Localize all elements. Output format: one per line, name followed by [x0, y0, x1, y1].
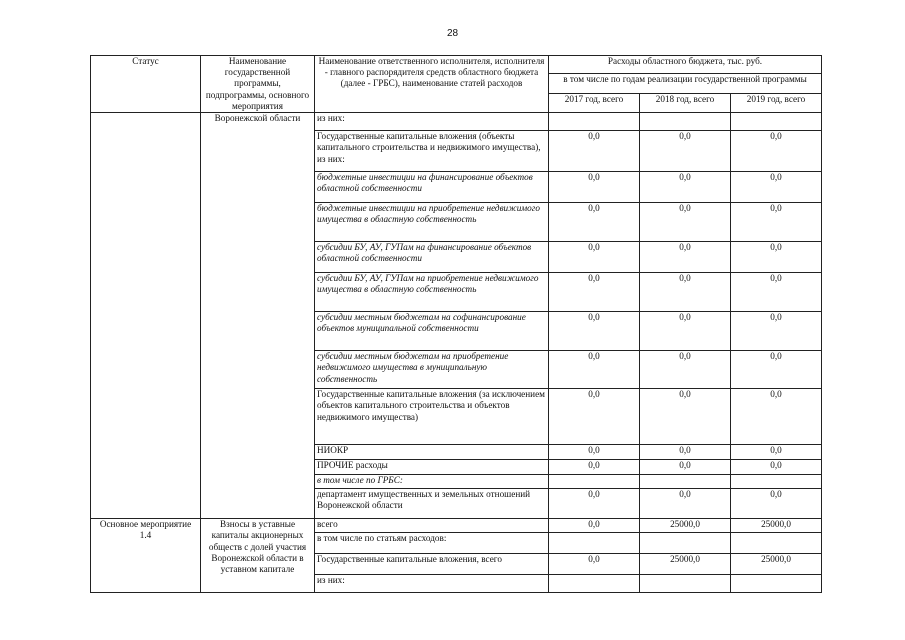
value-2017: 0,0 [549, 460, 640, 475]
row-label: ПРОЧИЕ расходы [315, 460, 549, 475]
header-year-2018: 2018 год, всего [640, 94, 731, 113]
value-2018 [640, 475, 731, 489]
value-2019: 0,0 [731, 312, 822, 351]
value-2018: 0,0 [640, 351, 731, 389]
row-label: субсидии БУ, АУ, ГУПам на финансирование объектов областной собственности [315, 242, 549, 273]
row-label: НИОКР [315, 445, 549, 460]
row-label: Государственные капитальные вложения, всего [315, 554, 549, 575]
value-2019 [731, 113, 822, 131]
row-label: Государственные капитальные вложения (за исключением объектов капитального строительства и объектов недвижимого имущества) [315, 389, 549, 445]
value-2017: 0,0 [549, 242, 640, 273]
value-2018: 25000,0 [640, 519, 731, 533]
value-2018: 0,0 [640, 460, 731, 475]
value-2017: 0,0 [549, 273, 640, 312]
value-2019: 25000,0 [731, 519, 822, 533]
value-2018: 0,0 [640, 203, 731, 242]
value-2018: 25000,0 [640, 554, 731, 575]
value-2019: 0,0 [731, 131, 822, 172]
row-status [91, 113, 201, 519]
value-2018: 0,0 [640, 273, 731, 312]
header-year-2017: 2017 год, всего [549, 94, 640, 113]
value-2017: 0,0 [549, 312, 640, 351]
value-2017: 0,0 [549, 351, 640, 389]
value-2017 [549, 575, 640, 593]
value-2019: 0,0 [731, 389, 822, 445]
row-label: из них: [315, 113, 549, 131]
row-label: Государственные капитальные вложения (объекты капитального строительства и недвижимого имущества), из них: [315, 131, 549, 172]
page-number: 28 [446, 28, 459, 39]
header-expenses: Расходы областного бюджета, тыс. руб. [549, 56, 822, 74]
row-status: Основное мероприятие 1.4 [91, 519, 201, 593]
row-label: бюджетные инвестиции на приобретение недвижимого имущества в областную собственность [315, 203, 549, 242]
header-by-years: в том числе по годам реализации государственной программы [549, 73, 822, 94]
value-2017: 0,0 [549, 489, 640, 519]
value-2018 [640, 575, 731, 593]
value-2017: 0,0 [549, 203, 640, 242]
header-executor: Наименование ответственного исполнителя, исполнителя - главного распорядителя средств областного бюджета (далее - ГРБС), наименование статей расходов [315, 56, 549, 113]
row-label: всего [315, 519, 549, 533]
value-2019: 0,0 [731, 445, 822, 460]
value-2018 [640, 533, 731, 554]
value-2017 [549, 475, 640, 489]
row-label: субсидии местным бюджетам на приобретение недвижимого имущества в муниципальную собственность [315, 351, 549, 389]
value-2018 [640, 113, 731, 131]
value-2017 [549, 113, 640, 131]
value-2019: 0,0 [731, 489, 822, 519]
value-2019: 0,0 [731, 242, 822, 273]
value-2017: 0,0 [549, 131, 640, 172]
row-label: из них: [315, 575, 549, 593]
header-program-name: Наименование государственной программы, подпрограммы, основного мероприятия [201, 56, 315, 113]
value-2019: 0,0 [731, 203, 822, 242]
header-status: Статус [91, 56, 201, 113]
value-2019: 0,0 [731, 351, 822, 389]
value-2019: 0,0 [731, 273, 822, 312]
value-2019 [731, 475, 822, 489]
value-2018: 0,0 [640, 489, 731, 519]
value-2018: 0,0 [640, 172, 731, 203]
row-label: субсидии местным бюджетам на софинансирование объектов муниципальной собственности [315, 312, 549, 351]
value-2019: 25000,0 [731, 554, 822, 575]
value-2018: 0,0 [640, 242, 731, 273]
row-label: в том числе по статьям расходов: [315, 533, 549, 554]
row-label: в том числе по ГРБС: [315, 475, 549, 489]
row-program-name: Взносы в уставные капиталы акционерных обществ с долей участия Воронежской области в уставном капитале [201, 519, 315, 593]
value-2017 [549, 533, 640, 554]
value-2019 [731, 533, 822, 554]
table-row [91, 519, 822, 533]
header-year-2019: 2019 год, всего [731, 94, 822, 113]
value-2017: 0,0 [549, 172, 640, 203]
value-2018: 0,0 [640, 131, 731, 172]
value-2017: 0,0 [549, 554, 640, 575]
row-program-name: Воронежской области [201, 113, 315, 519]
value-2018: 0,0 [640, 389, 731, 445]
value-2019: 0,0 [731, 460, 822, 475]
value-2017: 0,0 [549, 445, 640, 460]
value-2017: 0,0 [549, 519, 640, 533]
value-2018: 0,0 [640, 445, 731, 460]
value-2019 [731, 575, 822, 593]
row-label: департамент имущественных и земельных отношений Воронежской области [315, 489, 549, 519]
value-2019: 0,0 [731, 172, 822, 203]
value-2018: 0,0 [640, 312, 731, 351]
budget-table [90, 55, 822, 593]
table-row [91, 113, 822, 131]
value-2017: 0,0 [549, 389, 640, 445]
row-label: субсидии БУ, АУ, ГУПам на приобретение недвижимого имущества в областную собственность [315, 273, 549, 312]
row-label: бюджетные инвестиции на финансирование объектов областной собственности [315, 172, 549, 203]
